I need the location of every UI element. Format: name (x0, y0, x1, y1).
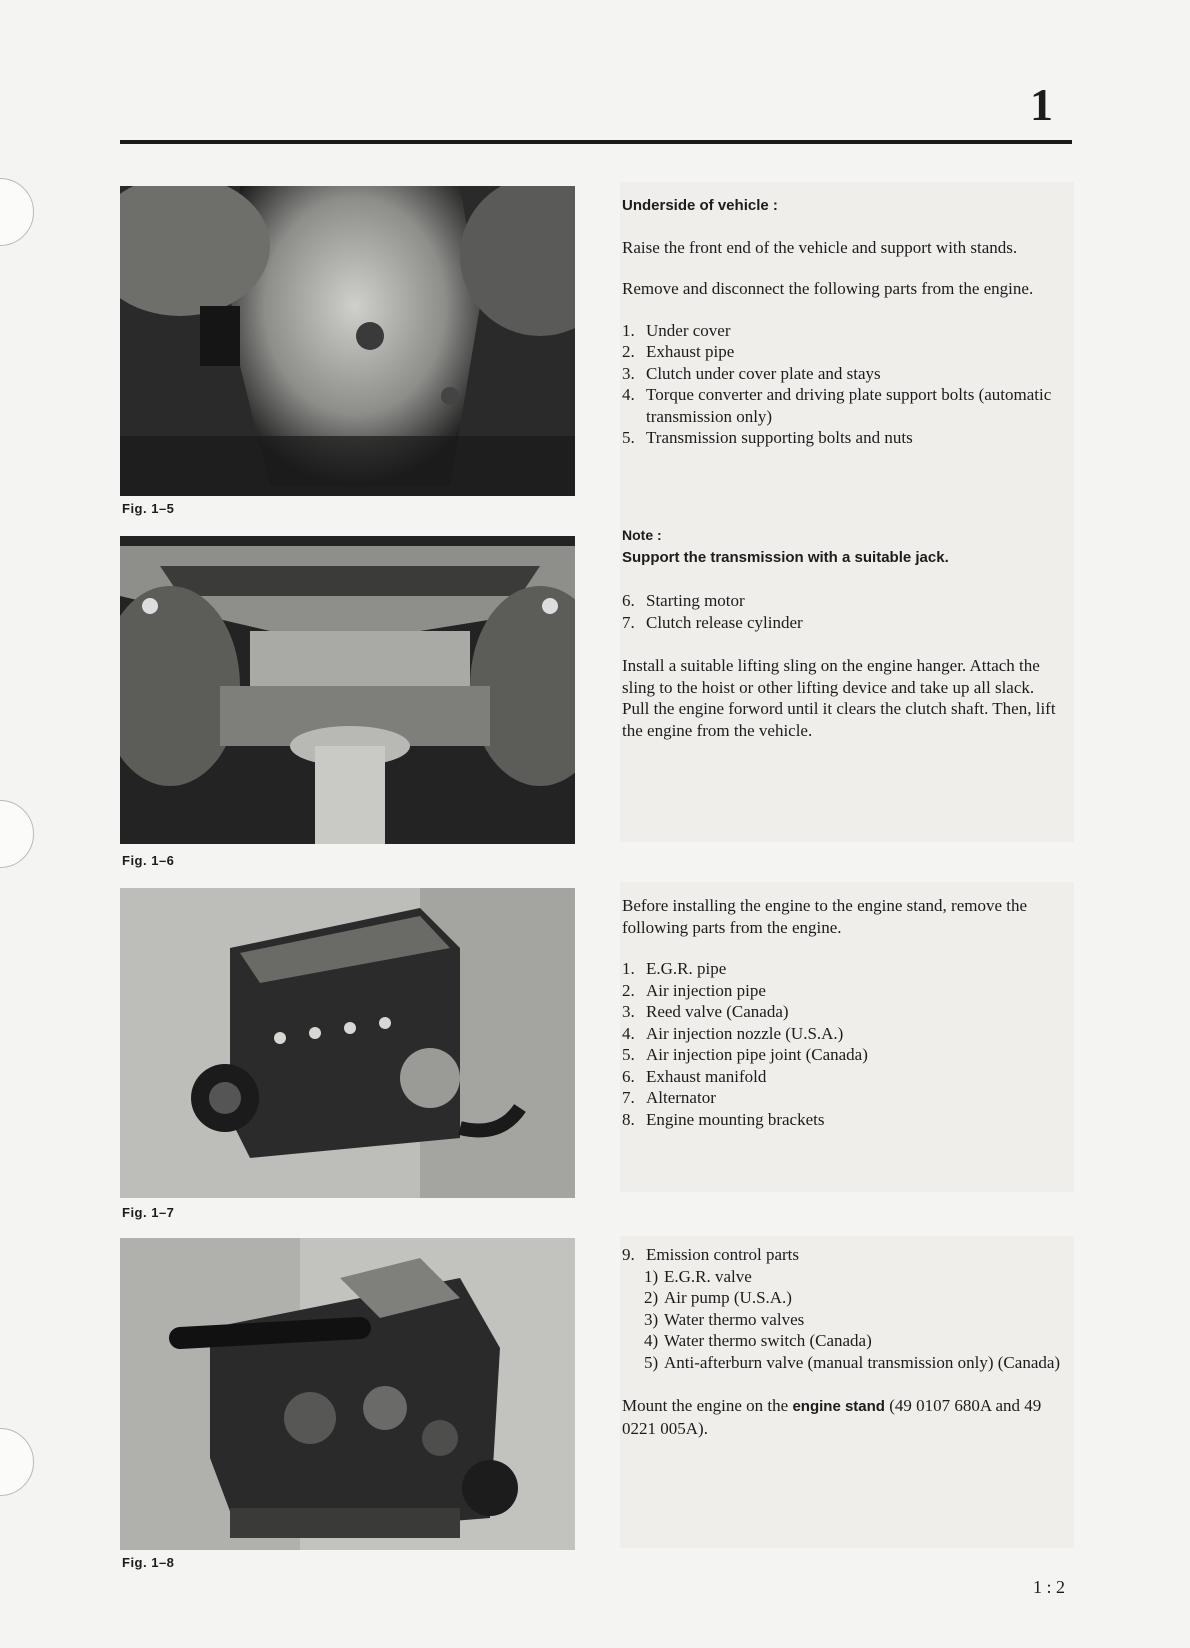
figure-caption: Fig. 1–6 (122, 853, 175, 868)
list-item: 3. Clutch under cover plate and stays (622, 363, 881, 383)
sublist-item: 5) Anti-afterburn valve (manual transmission only) (Canada) (644, 1352, 1061, 1372)
section-engine-stand-prep (622, 895, 1072, 1130)
sublist-item: 2) Air pump (U.S.A.) (644, 1288, 792, 1307)
sublist-item: 3) Water thermo valves (644, 1309, 805, 1329)
note-text: Support the transmission with a suitable jack. (622, 548, 949, 566)
list-item: 3. Reed valve (Canada) (622, 1002, 789, 1021)
section-lift-engine (622, 590, 1072, 741)
list-item: 6. Starting motor (622, 591, 745, 610)
list-item: 2. Exhaust pipe (622, 342, 735, 361)
photo-fig-1-8 (120, 1238, 575, 1550)
section-heading: Underside of vehicle : (622, 197, 778, 214)
binder-hole (0, 178, 34, 246)
photo-fig-1-5 (120, 186, 575, 496)
removal-list-continued (622, 590, 1072, 633)
binder-hole (0, 800, 34, 868)
note-label: Note : (622, 527, 662, 543)
engine-stand-term: engine stand (792, 1398, 885, 1415)
binder-hole (0, 1428, 34, 1496)
removal-list (622, 320, 1072, 449)
chapter-number: 1 (1030, 79, 1053, 130)
list-item: 6. Exhaust manifold (622, 1066, 767, 1086)
list-item: 5. Transmission supporting bolts and nuts (622, 428, 913, 447)
list-item: 5. Air injection pipe joint (Canada) (622, 1045, 868, 1064)
list-item: 4. Torque converter and driving plate support bolts (automatic transmission only) (622, 385, 1052, 426)
paragraph: Remove and disconnect the following parts from the engine. (622, 279, 1034, 298)
emission-list (622, 1244, 1072, 1266)
paragraph: Install a suitable lifting sling on the engine hanger. Attach the sling to the hoist or other lifting device and take up all slack. (622, 656, 1040, 697)
section-underside (622, 195, 1072, 449)
sublist-item: 4) Water thermo switch (Canada) (644, 1331, 872, 1350)
paragraph: Before installing the engine to the engine stand, remove the following parts from the engine. (622, 896, 1028, 937)
figure-caption: Fig. 1–8 (122, 1555, 175, 1570)
list-item: 2. Air injection pipe (622, 980, 766, 1000)
list-item: 8. Engine mounting brackets (622, 1109, 825, 1129)
list-item: 1. E.G.R. pipe (622, 959, 727, 978)
photo-fig-1-6 (120, 536, 575, 844)
page-number: 1 : 2 (1033, 1577, 1066, 1597)
list-item: 7. Clutch release cylinder (622, 612, 803, 632)
list-item: 4. Air injection nozzle (U.S.A.) (622, 1023, 844, 1043)
note-block (622, 525, 1072, 568)
list-item: 9. Emission control parts (622, 1245, 799, 1264)
list-item: 1. Under cover (622, 320, 731, 340)
paragraph: Raise the front end of the vehicle and support with stands. (622, 237, 1018, 257)
photo-fig-1-7 (120, 888, 575, 1198)
parts-list (622, 958, 1072, 1130)
paragraph: Pull the engine forword until it clears the clutch shaft. Then, lift the engine from the vehicle. (622, 699, 1056, 740)
figure-caption: Fig. 1–5 (122, 501, 175, 516)
figure-caption: Fig. 1–7 (122, 1205, 175, 1220)
sublist-item: 1) E.G.R. valve (644, 1266, 752, 1286)
mount-instruction: Mount the engine on the engine stand (49 0107 680A and 49 0221 005A). (622, 1396, 1042, 1438)
header-rule (120, 140, 1072, 144)
list-item: 7. Alternator (622, 1088, 716, 1107)
emission-sublist (622, 1266, 1072, 1374)
section-emission-parts (622, 1244, 1072, 1439)
